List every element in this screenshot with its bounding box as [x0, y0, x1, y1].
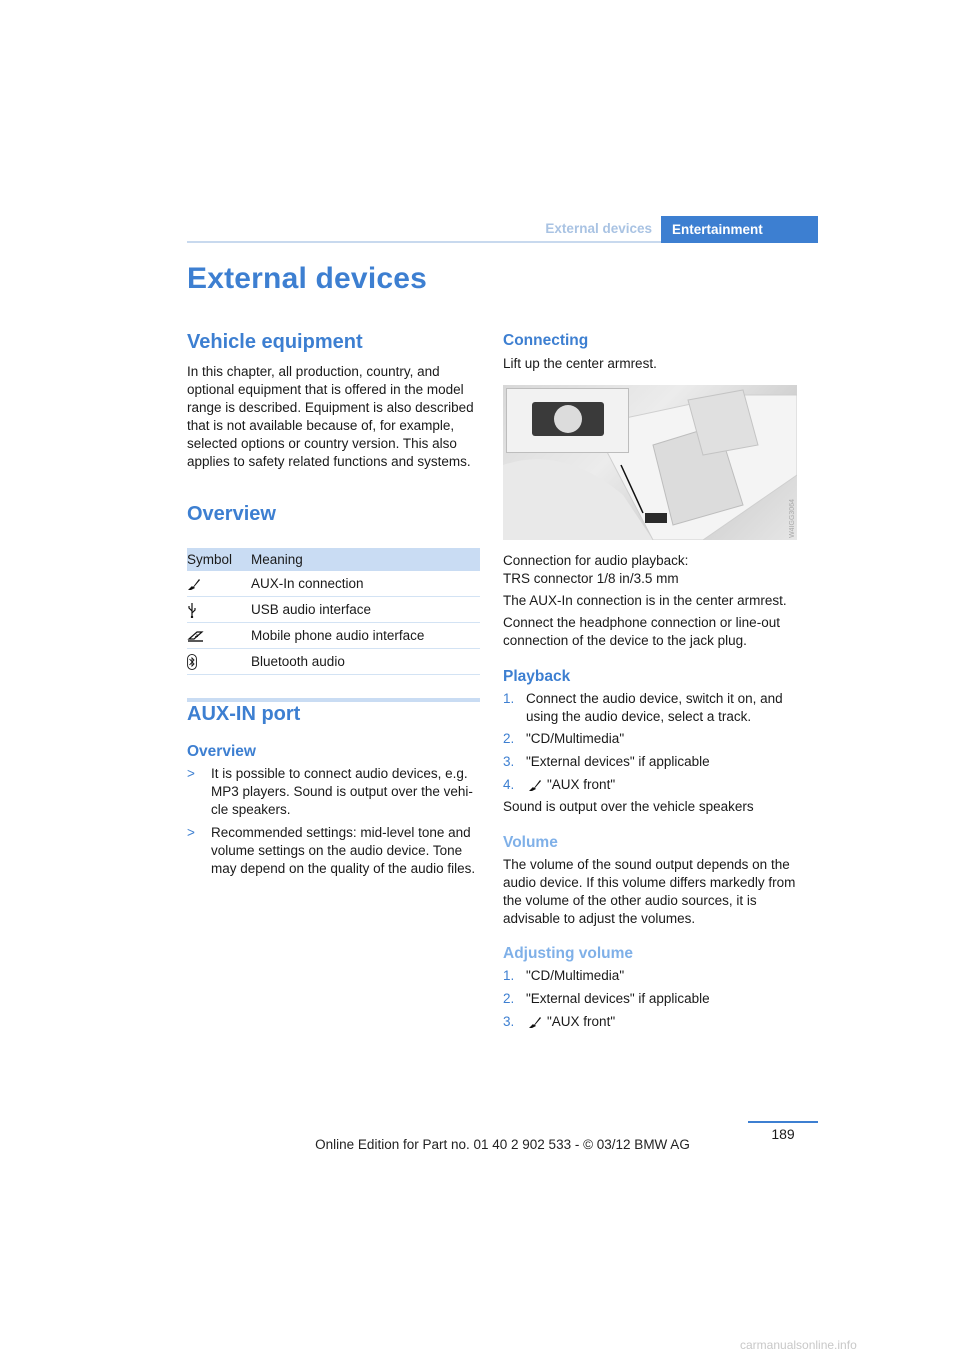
step-text: Connect the audio device, switch it on, and using the audio device, select a track.: [526, 691, 783, 724]
list-item: [503, 1013, 803, 1031]
bluetooth-icon: [187, 654, 251, 670]
playback-result: Sound is output over the vehicle speakers: [503, 799, 754, 814]
bullet-marker: >: [187, 766, 195, 781]
table-header: [187, 548, 480, 571]
list-item: [187, 824, 481, 878]
step-number: 3.: [503, 1014, 515, 1029]
page-title: External devices: [187, 262, 428, 295]
armrest-photo: [503, 385, 797, 540]
table-row: [187, 571, 480, 597]
list-item: [503, 990, 803, 1008]
connection-line-2: TRS connector 1/8 in/3.5 mm: [503, 571, 679, 586]
step-text: "AUX front": [547, 777, 616, 792]
step-text: "External devices" if applicable: [526, 754, 710, 769]
usb-icon: [187, 602, 251, 618]
table-cell-meaning: Bluetooth audio: [251, 654, 345, 669]
table-cell-meaning: USB audio interface: [251, 602, 372, 617]
header-section-title: External devices: [545, 221, 652, 236]
connection-line-1: Connection for audio playback:: [503, 553, 689, 568]
step-number: 2.: [503, 991, 515, 1006]
aux-socket-inset: [506, 388, 629, 453]
col-meaning-header: Meaning: [251, 552, 303, 567]
page-number-rule: [748, 1121, 818, 1123]
step-number: 1.: [503, 968, 515, 983]
step-number: 3.: [503, 754, 515, 769]
volume-text: The volume of the sound output depends on the audio device. If this volume differs markedly from the volume of the other audio sources, it is advisable to adjust the volumes.: [503, 857, 796, 926]
connecting-text-1: The AUX-In connection is in the center armrest.: [503, 593, 787, 608]
vehicle-equipment-heading: Vehicle equipment: [187, 331, 363, 353]
vehicle-equipment-text: In this chapter, all production, country, and optional equipment that is offered in the model range is described. Equipment is also described that is not available because of, for example, selected options or country version. This also applies to safety related functions and systems.: [187, 364, 474, 469]
aux-plug-icon: [528, 778, 542, 797]
step-text: "CD/Multimedia": [526, 968, 625, 983]
symbol-table: [187, 548, 480, 702]
watermark: carmanualsonline.info: [740, 1338, 857, 1352]
list-item: [503, 967, 803, 985]
list-item: [187, 765, 481, 819]
step-number: 4.: [503, 777, 515, 792]
playback-heading: Playback: [503, 668, 571, 685]
aux-plug-icon: [528, 1015, 542, 1034]
volume-heading: Volume: [503, 834, 558, 851]
aux-plug-icon: [187, 577, 251, 591]
connecting-heading: Connecting: [503, 332, 589, 349]
table-cell-meaning: Mobile phone audio interface: [251, 628, 425, 643]
adjusting-volume-heading: Adjusting volume: [503, 945, 634, 962]
step-text: "CD/Multimedia": [526, 731, 625, 746]
connecting-text-2: Connect the headphone connection or line-out connection of the device to the jack plug.: [503, 615, 780, 648]
list-item: [503, 690, 803, 726]
col-symbol-header: Symbol: [187, 552, 233, 567]
photo-code: W4IGG3064: [789, 499, 796, 538]
table-row: [187, 623, 480, 649]
table-bottom-rule: [187, 698, 480, 702]
bullet-text: It is possible to connect audio devices, e.g. MP3 players. Sound is output over the vehi-cle speakers.: [211, 766, 473, 817]
step-number: 1.: [503, 691, 515, 706]
bullet-text: Recommended settings: mid-level tone and volume settings on the audio device. Tone may depend on the quality of the audio files.: [211, 825, 476, 876]
list-item: [503, 776, 803, 794]
step-text: "AUX front": [547, 1014, 616, 1029]
step-text: "External devices" if applicable: [526, 991, 710, 1006]
footer-edition: Online Edition for Part no. 01 40 2 902 533 - © 03/12 BMW AG: [315, 1137, 690, 1152]
aux-overview-subheading: Overview: [187, 743, 256, 760]
list-item: [503, 753, 803, 771]
mobile-phone-icon: [187, 630, 251, 642]
table-row: [187, 649, 480, 675]
aux-port-heading: AUX-IN port: [187, 703, 301, 725]
table-row: [187, 597, 480, 623]
list-item: [503, 730, 803, 748]
connecting-intro: Lift up the center armrest.: [503, 356, 657, 371]
bullet-marker: >: [187, 825, 195, 840]
table-cell-meaning: AUX-In connection: [251, 576, 364, 591]
step-number: 2.: [503, 731, 515, 746]
page-number: 189: [771, 1126, 795, 1142]
overview-heading: Overview: [187, 503, 276, 525]
header-chapter-tab: Entertainment: [661, 216, 818, 243]
